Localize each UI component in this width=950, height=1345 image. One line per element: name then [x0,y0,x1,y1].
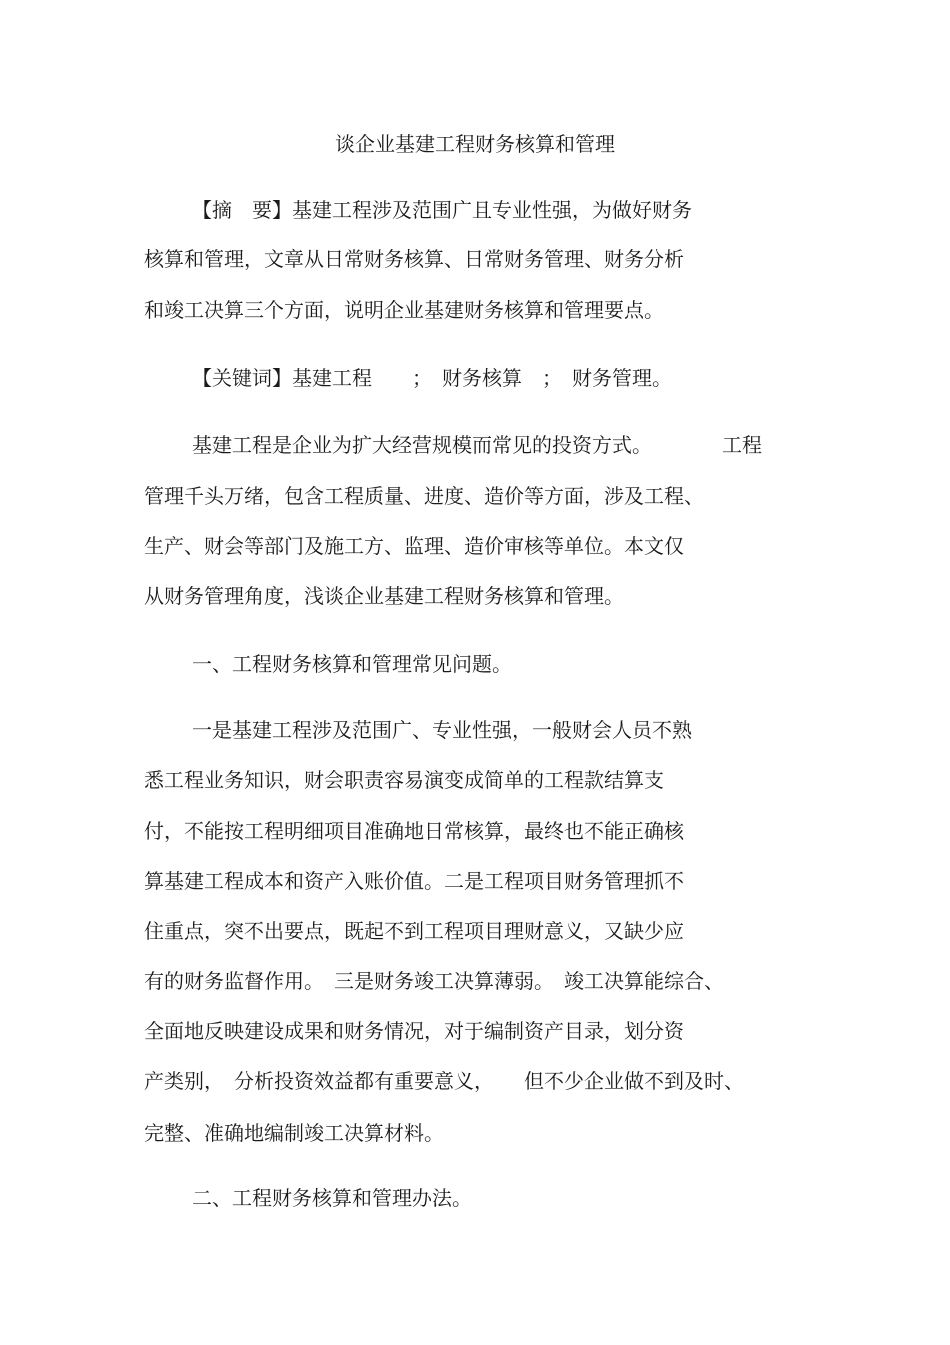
section-body-line: 全面地反映建设成果和财务情况，对于编制资产目录，划分资 [144,1019,684,1043]
section-heading: 二、工程财务核算和管理办法。 [192,1186,472,1210]
intro-line: 从财务管理角度，浅谈企业基建工程财务核算和管理。 [144,584,624,608]
section-body-line: 完整、准确地编制竣工决算材料。 [144,1121,444,1145]
section-body-line: 产类别， 分析投资效益都有重要意义， 但不少企业做不到及时、 [144,1069,744,1093]
section-body-line: 一是基建工程涉及范围广、专业性强，一般财会人员不熟 [192,718,692,742]
intro-line: 基建工程是企业为扩大经营规模而常见的投资方式。 工程 [192,433,762,457]
section-heading: 一、工程财务核算和管理常见问题。 [192,652,512,676]
intro-line: 生产、财会等部门及施工方、监理、造价审核等单位。本文仅 [144,534,684,558]
section-body-line: 算基建工程成本和资产入账价值。二是工程项目财务管理抓不 [144,869,684,893]
section-body-line: 付，不能按工程明细项目准确地日常核算，最终也不能正确核 [144,819,684,843]
section-body-line: 悉工程业务知识，财会职责容易演变成简单的工程款结算支 [144,768,664,792]
document-title: 谈企业基建工程财务核算和管理 [335,132,615,156]
abstract-line: 和竣工决算三个方面，说明企业基建财务核算和管理要点。 [144,298,664,322]
intro-line: 管理千头万绪，包含工程质量、进度、造价等方面，涉及工程、 [144,484,704,508]
section-body-line: 住重点，突不出要点，既起不到工程项目理财意义，又缺少应 [144,919,684,943]
abstract-line: 【摘 要】基建工程涉及范围广且专业性强，为做好财务 [192,198,692,222]
abstract-line: 核算和管理，文章从日常财务核算、日常财务管理、财务分析 [144,247,684,271]
section-body-line: 有的财务监督作用。 三是财务竣工决算薄弱。 竣工决算能综合、 [144,969,724,993]
keywords-line: 【关键词】基建工程 ； 财务核算 ； 财务管理。 [192,366,672,390]
